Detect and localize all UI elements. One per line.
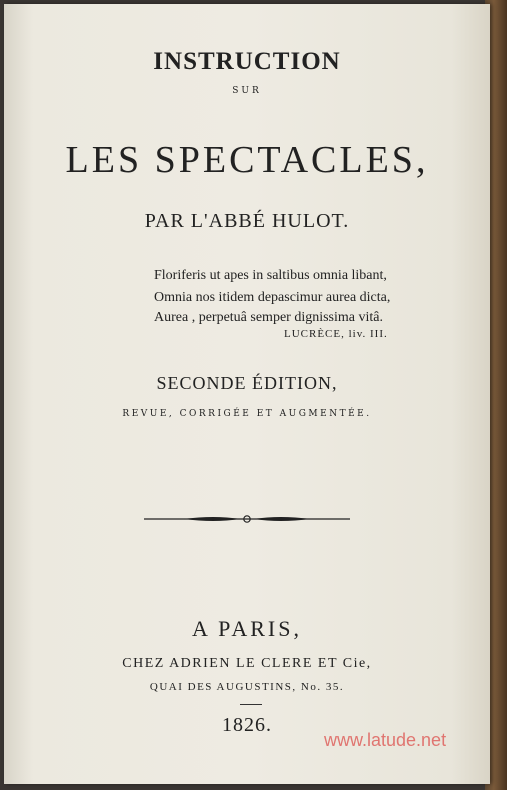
imprint-address: QUAI DES AUGUSTINS, No. 35.	[149, 681, 345, 693]
epigraph-line-1: Floriferis ut apes in saltibus omnia libant,	[154, 268, 387, 283]
edition-line: SECONDE ÉDITION,	[156, 373, 338, 393]
short-rule	[240, 704, 262, 705]
title-line-2: LES SPECTACLES,	[65, 139, 429, 181]
title-connector: SUR	[232, 86, 262, 96]
epigraph-source: LUCRÈCE, liv. III.	[284, 328, 388, 340]
imprint-printer: CHEZ ADRIEN LE CLERE ET Cie,	[122, 656, 372, 671]
edition-note: REVUE, CORRIGÉE ET AUGMENTÉE.	[122, 409, 372, 419]
epigraph-line-2: Omnia nos itidem depascimur aurea dicta,	[154, 290, 391, 305]
watermark: www.latude.net	[324, 730, 447, 750]
author-line: PAR L'ABBÉ HULOT.	[144, 210, 350, 232]
title-line-1: INSTRUCTION	[153, 48, 341, 75]
epigraph-line-3: Aurea , perpetuâ semper dignissima vitâ.	[154, 310, 383, 325]
imprint-city: A PARIS,	[191, 616, 302, 641]
ornament-divider-icon	[144, 512, 350, 526]
imprint-year: 1826.	[222, 714, 272, 736]
title-page	[4, 4, 490, 784]
